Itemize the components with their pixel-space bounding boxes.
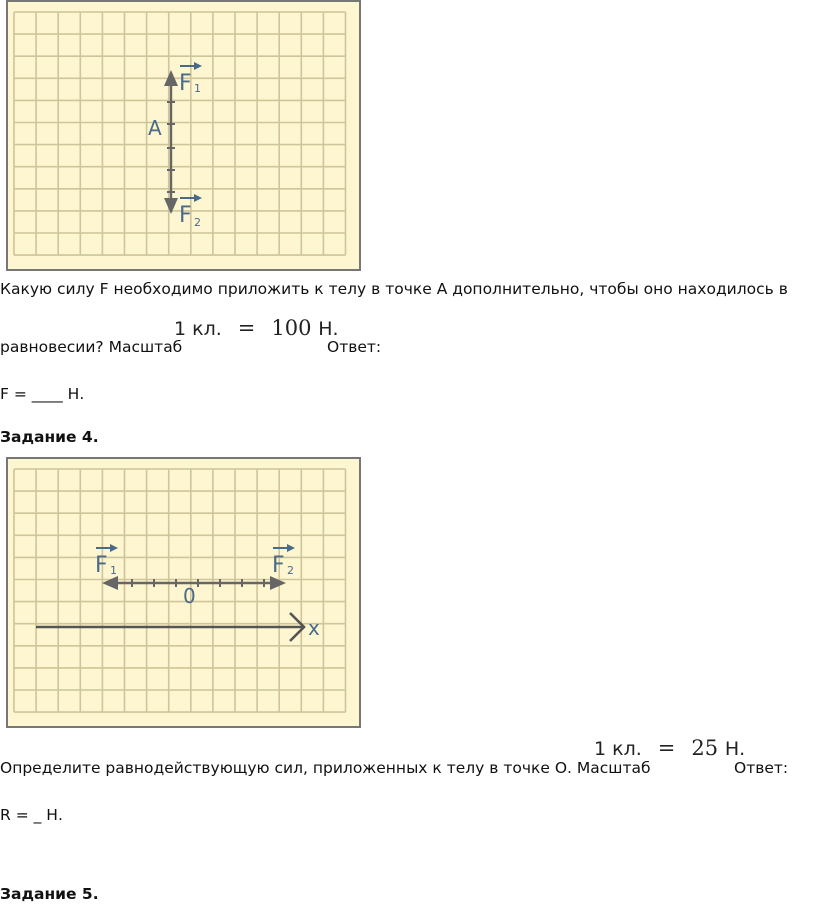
- answer-1-line: F = ____ Н.: [0, 385, 85, 403]
- scale-1-equals: =: [237, 316, 256, 340]
- force-2-symbol: F: [179, 203, 192, 228]
- question-1-line-1: Какую силу F необходимо приложить к телу в точке A дополнительно, чтобы оно находилось в: [0, 280, 788, 298]
- figure-1-grid: [6, 0, 362, 272]
- point-a-label: A: [148, 116, 162, 140]
- force-1-symbol: F: [95, 553, 108, 578]
- force-2-subscript: 2: [194, 216, 201, 229]
- scale-1-unit: Н.: [318, 318, 339, 340]
- figure-2-grid: [6, 457, 362, 729]
- scale-2-equals: =: [657, 736, 676, 760]
- force-1-subscript: 1: [194, 82, 201, 95]
- scale-2-value: 25: [691, 736, 719, 760]
- scale-formula-2: [594, 736, 745, 760]
- answer-2-label: Ответ:: [734, 759, 789, 777]
- answer-1-label: Ответ:: [327, 338, 382, 356]
- task-5-title: Задание 5.: [0, 885, 99, 903]
- task-4-title: Задание 4.: [0, 428, 99, 446]
- question-1-line-2: равновесии? Масштаб: [0, 338, 183, 356]
- x-axis-label: x: [308, 616, 320, 640]
- question-2-line-1: Определите равнодействующую сил, приложенных к телу в точке О. Масштаб: [0, 759, 651, 777]
- scale-formula-1: [174, 316, 339, 340]
- force-2-subscript: 2: [287, 564, 294, 577]
- force-2-symbol: F: [272, 553, 285, 578]
- answer-2-line: R = _ Н.: [0, 806, 63, 824]
- scale-1-left: 1 кл.: [174, 318, 222, 340]
- scale-1-value: 100: [271, 316, 312, 340]
- point-o-label: 0: [183, 584, 196, 608]
- force-1-symbol: F: [179, 71, 192, 96]
- scale-2-left: 1 кл.: [594, 738, 642, 760]
- force-1-subscript: 1: [110, 564, 117, 577]
- scale-2-unit: Н.: [724, 738, 746, 760]
